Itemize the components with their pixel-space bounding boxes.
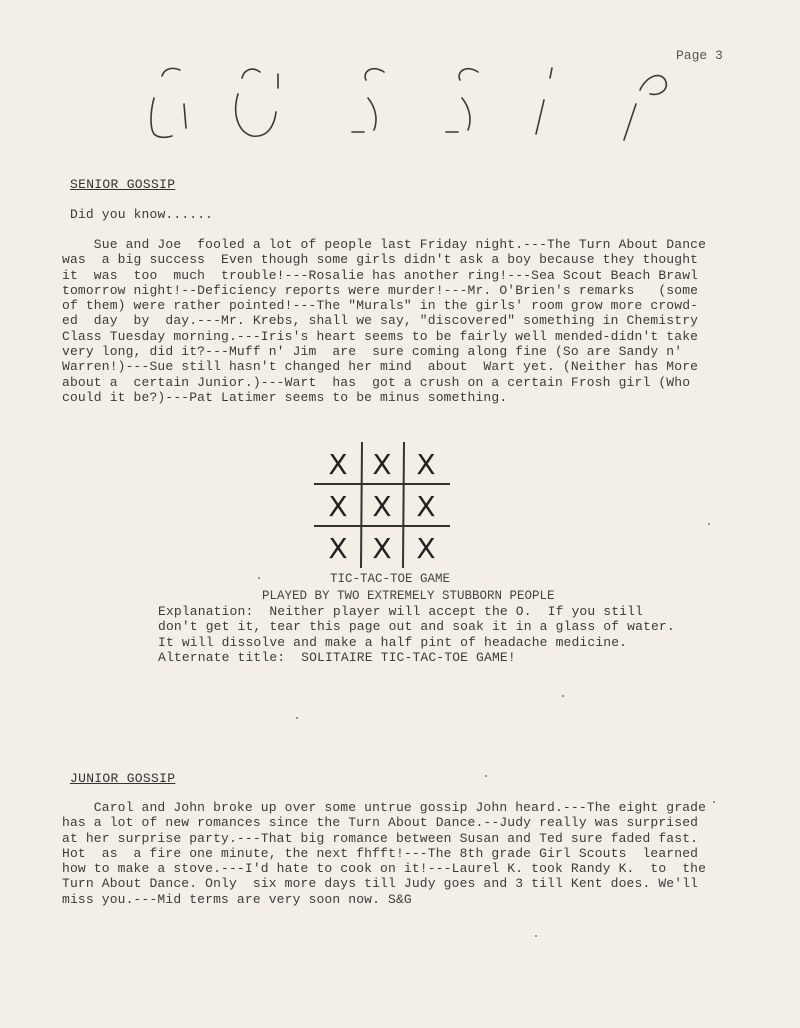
cell-mark: X [416,532,436,565]
senior-line: could it be?)---Pat Latimer seems to be minus something. [62,389,508,405]
paper-speck [258,577,260,579]
senior-line: very long, did it?---Muff n' Jim are sure coming along fine (So are Sandy n' [62,344,683,360]
cell-mark: X [416,448,436,481]
senior-line: about a certain Junior.)---Wart has got a crush on a certain Frosh girl (Who [62,374,691,390]
paper-speck [562,695,564,697]
junior-line: at her surprise party.---That big romance between Susan and Ted sure faded fast. [62,830,699,846]
junior-line: miss you.---Mid terms are very soon now. S&G [62,891,412,907]
senior-line: Class Tuesday morning.---Iris's heart seems to be fairly well mended-didn't take [62,328,699,344]
paper-speck [296,717,298,719]
cell-mark: X [328,490,348,523]
paper-speck [535,935,537,937]
explanation-line: don't get it, tear this page out and soak it in a glass of water. [158,619,675,635]
tic-tac-toe-board [312,440,452,570]
senior-intro: Did you know...... [70,207,214,222]
tic-tac-toe-grid [312,440,452,570]
paper-speck [708,523,710,525]
cell-mark: X [372,448,392,481]
explanation-line: Explanation: Neither player will accept the O. If you still [158,604,644,619]
senior-gossip-paragraph [62,237,706,405]
junior-line: has a lot of new romances since the Turn About Dance.--Judy really was surprised [62,815,699,831]
cell-mark: X [328,448,348,481]
senior-line: ed day by day.---Mr. Krebs, shall we say, "discovered" something in Chemistry [62,313,699,329]
cell-mark: X [372,532,392,565]
cell-mark: X [328,532,348,565]
masthead-lettering-graphic [140,58,680,148]
cell-mark: X [372,490,392,523]
paper-speck [713,801,715,803]
senior-line: it was too much trouble!---Rosalie has another ring!---Sea Scout Beach Brawl [62,267,699,283]
junior-gossip-paragraph [62,800,706,907]
junior-gossip-heading: JUNIOR GOSSIP [70,771,176,786]
cell-mark: X [416,490,436,523]
junior-line: Turn About Dance. Only six more days till Judy goes and 3 till Kent does. We'll [62,876,699,892]
masthead-gossip-logo [140,58,680,148]
junior-line: how to make a stove.---I'd hate to cook on it!---Laurel K. took Randy K. to the [62,861,707,877]
game-subtitle: PLAYED BY TWO EXTREMELY STUBBORN PEOPLE [262,589,555,603]
explanation-line: It will dissolve and make a half pint of headache medicine. [158,634,628,650]
paper-speck [485,775,487,777]
senior-line: Warren!)---Sue still hasn't changed her mind about Wart yet. (Neither has More [62,359,699,375]
senior-line: of them) were rather pointed!---The "Murals" in the girls' room grow more crowd- [62,298,699,314]
senior-gossip-heading: SENIOR GOSSIP [70,177,176,192]
page-number: Page 3 [676,48,723,63]
explanation-line: Alternate title: SOLITAIRE TIC-TAC-TOE GAME! [158,649,516,665]
senior-line: Sue and Joe fooled a lot of people last Friday night.---The Turn About Dance [62,237,707,252]
senior-line: tomorrow night!--Deficiency reports were murder!---Mr. O'Brien's remarks (some [62,282,699,298]
junior-line: Carol and John broke up over some untrue gossip John heard.---The eight grade [62,800,707,815]
senior-line: was a big success Even though some girls didn't ask a boy because they thought [62,252,699,268]
junior-line: Hot as a fire one minute, the next fhfft!---The 8th grade Girl Scouts learned [62,845,699,861]
game-title: TIC-TAC-TOE GAME [330,572,451,586]
game-explanation [158,604,675,665]
